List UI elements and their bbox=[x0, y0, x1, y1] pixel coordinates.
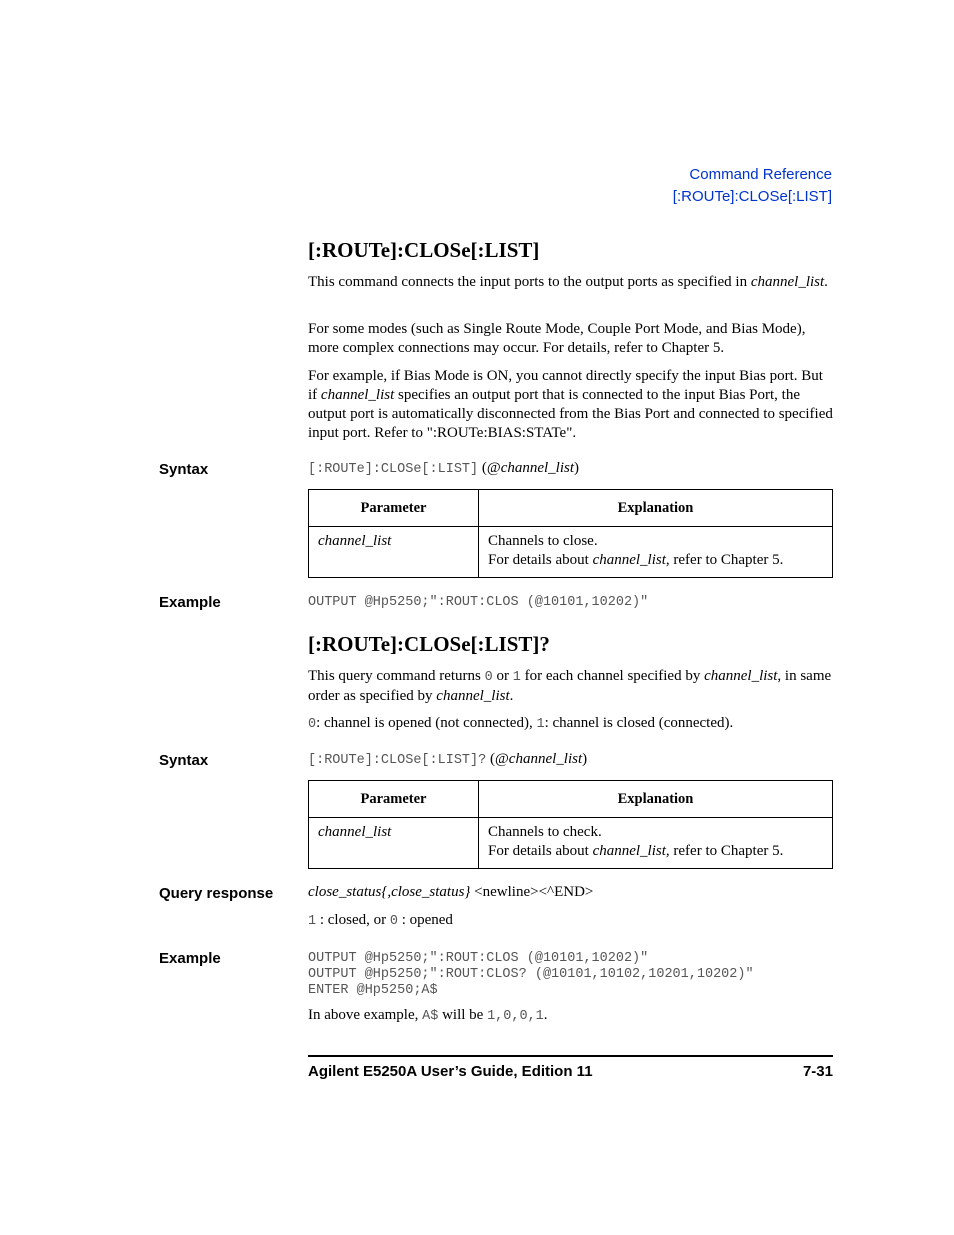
example-label: Example bbox=[159, 594, 221, 611]
footer-rule bbox=[308, 1055, 833, 1057]
query-response-label: Query response bbox=[159, 885, 274, 902]
explanation-header: Explanation bbox=[479, 490, 833, 527]
explanation-cell: Channels to check. For details about channel_list, refer to Chapter 5. bbox=[479, 818, 833, 869]
syntax-line: [:ROUTe]:CLOSe[:LIST] (@channel_list) bbox=[308, 460, 580, 477]
example-note: In above example, A$ will be 1,0,0,1. bbox=[308, 1007, 548, 1024]
modes-paragraph: For some modes (such as Single Route Mode, Couple Port Mode, and Bias Mode), more complex connections may occur. For details, refer to Chapter 5. bbox=[308, 321, 806, 356]
parameter-cell: channel_list bbox=[309, 527, 479, 578]
status-meaning-paragraph: 0: channel is opened (not connected), 1: channel is closed (connected). bbox=[308, 715, 734, 732]
command-title: [:ROUTe]:CLOSe[:LIST] bbox=[308, 238, 540, 262]
explanation-cell: Channels to close. For details about channel_list, refer to Chapter 5. bbox=[479, 527, 833, 578]
parameter-header: Parameter bbox=[309, 490, 479, 527]
query-response-values: 1 : closed, or 0 : opened bbox=[308, 912, 453, 929]
query-command-title: [:ROUTe]:CLOSe[:LIST]? bbox=[308, 632, 550, 656]
query-example-label: Example bbox=[159, 950, 221, 967]
query-example-line-3: ENTER @Hp5250;A$ bbox=[308, 983, 438, 998]
running-header-command: [:ROUTe]:CLOSe[:LIST] bbox=[672, 188, 832, 205]
query-syntax-line: [:ROUTe]:CLOSe[:LIST]? (@channel_list) bbox=[308, 751, 588, 768]
running-header-section: Command Reference bbox=[689, 166, 832, 183]
example-code: OUTPUT @Hp5250;":ROUT:CLOS (@10101,10202)" bbox=[308, 595, 649, 610]
footer-title: Agilent E5250A User’s Guide, Edition 11 bbox=[308, 1063, 593, 1080]
explanation-header: Explanation bbox=[479, 781, 833, 818]
query-example-line-1: OUTPUT @Hp5250;":ROUT:CLOS (@10101,10202)" bbox=[308, 951, 649, 966]
description-paragraph: This command connects the input ports to the output ports as specified in channel_list. bbox=[308, 274, 828, 290]
query-syntax-label: Syntax bbox=[159, 752, 209, 769]
syntax-label: Syntax bbox=[159, 461, 209, 478]
page-number: 7-31 bbox=[802, 1063, 833, 1080]
query-parameter-table bbox=[308, 780, 833, 869]
parameter-header: Parameter bbox=[309, 781, 479, 818]
query-description-paragraph: This query command returns 0 or 1 for each channel specified by channel_list, in same order as specified by channel_list. bbox=[308, 668, 832, 704]
query-response-format: close_status{,close_status} <newline><^END> bbox=[308, 884, 594, 900]
parameter-cell: channel_list bbox=[309, 818, 479, 869]
parameter-table bbox=[308, 489, 833, 578]
bias-paragraph: For example, if Bias Mode is ON, you cannot directly specify the input Bias port. But if channel_list specifies an output port that is connected to the input Bias Port, the output port is automatically disconnected from the Bias Port and connected to specified input port. Refer to ":ROUTe:BIAS:STATe". bbox=[308, 368, 833, 441]
query-example-line-2: OUTPUT @Hp5250;":ROUT:CLOS? (@10101,10102,10201,10202)" bbox=[308, 967, 754, 982]
